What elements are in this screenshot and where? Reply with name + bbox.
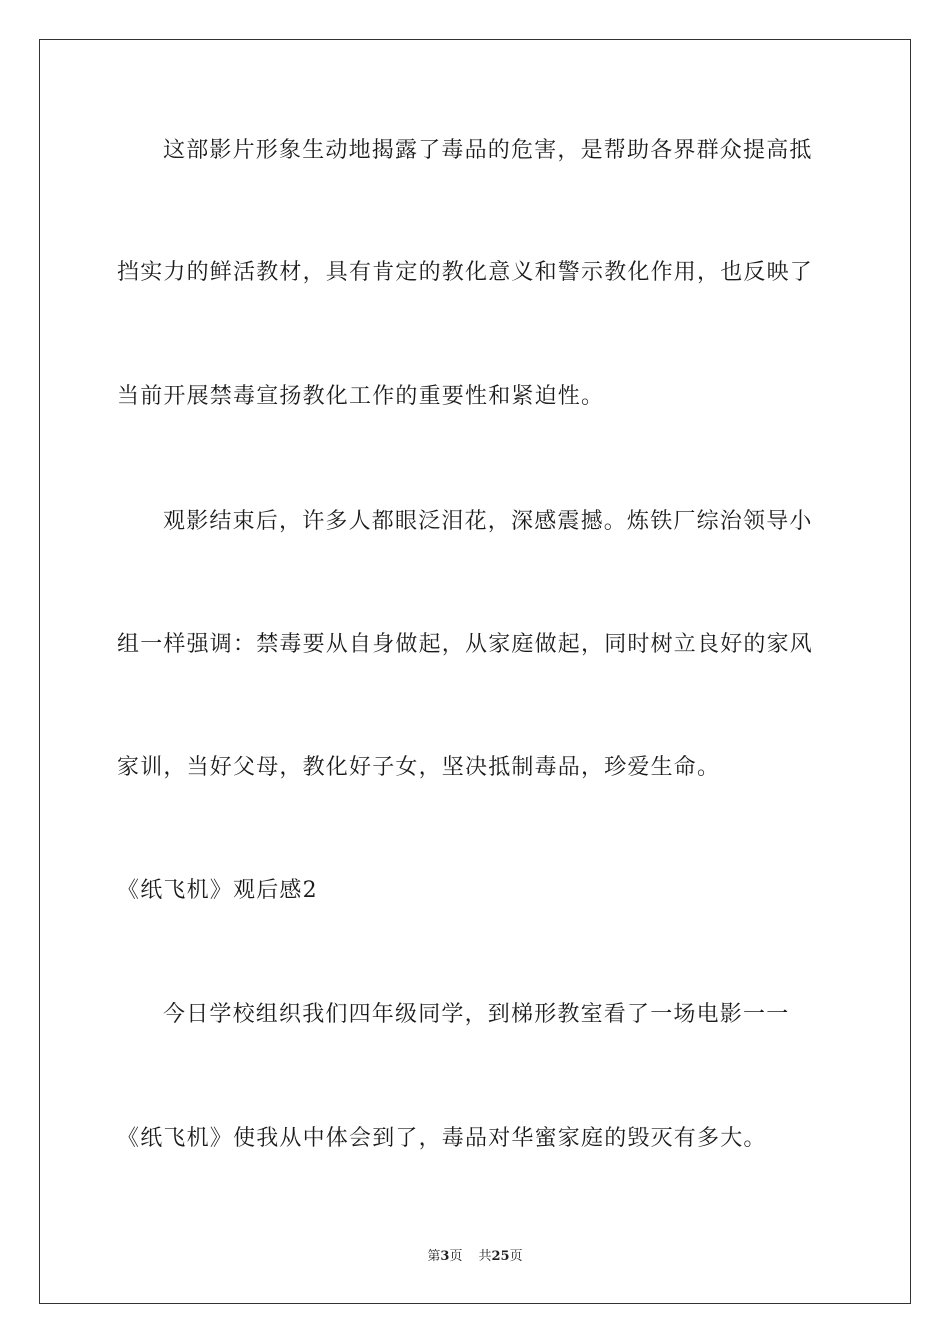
paragraph-2-line-1: 观影结束后，许多人都眼泛泪花，深感震撼。炼铁厂综治领导小 — [163, 509, 813, 534]
page-footer — [0, 1248, 950, 1266]
paragraph-1-line-1: 这部影片形象生动地揭露了毒品的危害，是帮助各界群众提高抵 — [163, 138, 813, 163]
footer-total-prefix: 共 — [478, 1249, 492, 1264]
footer-total-suffix: 页 — [509, 1249, 523, 1264]
footer-total-pages: 25 — [491, 1249, 510, 1264]
paragraph-2-line-2: 组一样强调：禁毒要从自身做起，从家庭做起，同时树立良好的家风 — [117, 632, 814, 657]
paragraph-3-line-1: 今日学校组织我们四年级同学，到梯形教室看了一场电影一一 — [163, 1002, 790, 1027]
section-heading: 《纸飞机》观后感2 — [117, 878, 318, 903]
paragraph-1-line-2: 挡实力的鲜活教材，具有肯定的教化意义和警示教化作用，也反映了 — [117, 260, 814, 285]
paragraph-3-line-2: 《纸飞机》使我从中体会到了，毒品对华蜜家庭的毁灭有多大。 — [117, 1126, 767, 1151]
footer-page-number: 3 — [440, 1249, 450, 1264]
paragraph-1-line-3: 当前开展禁毒宣扬教化工作的重要性和紧迫性。 — [117, 384, 605, 409]
paragraph-2-line-3: 家训，当好父母，教化好子女，坚决抵制毒品，珍爱生命。 — [117, 755, 721, 780]
page-border — [39, 39, 911, 1304]
footer-page-prefix: 第 — [427, 1249, 441, 1264]
footer-page-suffix: 页 — [449, 1249, 463, 1264]
